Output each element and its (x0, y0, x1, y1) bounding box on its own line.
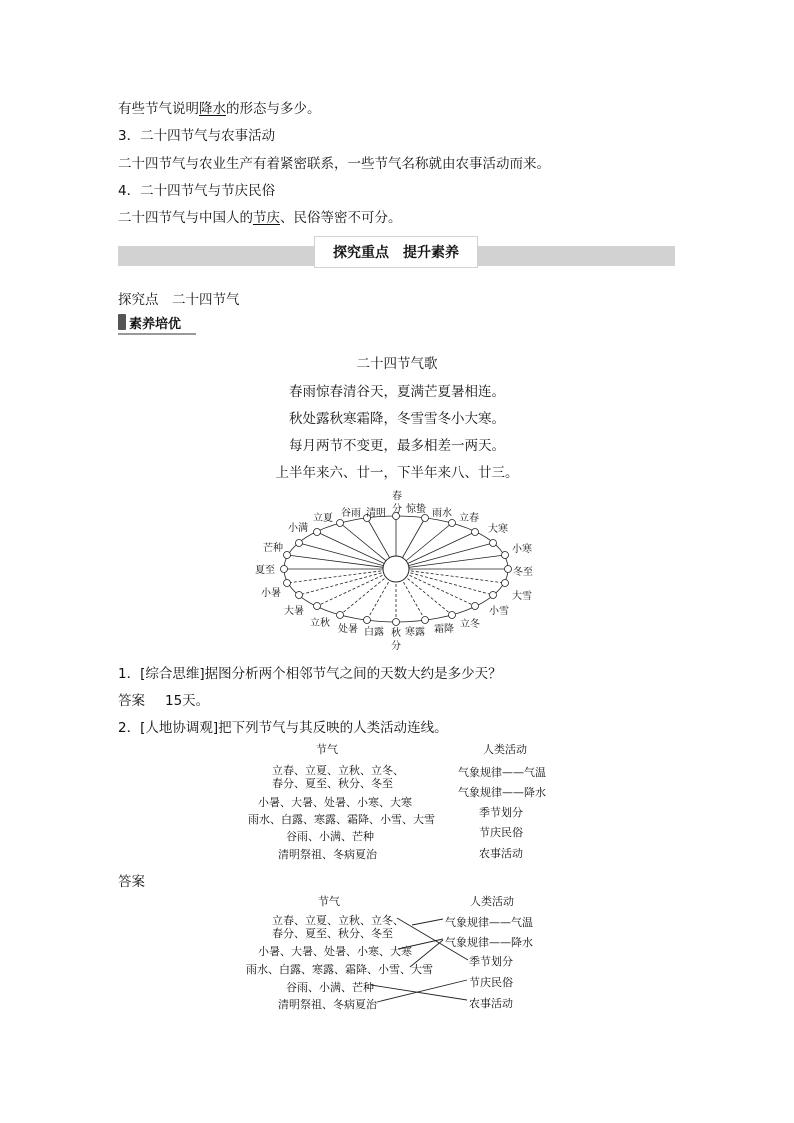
match-left-item: 小暑、大暑、处暑、小寒、大寒 (258, 796, 412, 809)
text-fragment: 的形态与多少。 (226, 101, 321, 117)
answer-label: 答案 (118, 693, 145, 709)
text-fragment: 有些节气说明 (118, 101, 199, 117)
match-right-item: 气象规律——气温 (458, 766, 546, 779)
banner-title: 探究重点 提升素养 (314, 236, 478, 268)
term-label: 立冬 (460, 619, 480, 630)
term-label: 大雪 (512, 591, 532, 602)
term-label: 白露 (364, 627, 384, 638)
answer-right-item: 气象规律——气温 (445, 916, 533, 929)
answer-right-item: 农事活动 (469, 997, 513, 1010)
term-label: 立春 (459, 513, 479, 524)
poem-line: 上半年来六、廿一，下半年来八、廿三。 (275, 465, 519, 481)
term-label: 小寒 (512, 544, 532, 555)
match-right-item: 节庆民俗 (479, 826, 523, 839)
term-label: 霜降 (434, 624, 454, 635)
term-label: 大寒 (488, 524, 508, 535)
poem-title: 二十四节气歌 (356, 356, 438, 372)
underlined-term: 节庆 (253, 210, 280, 226)
term-label: 谷雨 (341, 508, 361, 519)
term-label: 小雪 (489, 606, 509, 617)
term-label: 立夏 (313, 513, 333, 524)
match-right-item: 农事活动 (479, 847, 523, 860)
term-label: 分 (391, 641, 401, 652)
answer-left-item: 雨水、白露、寒露、霜降、小雪、大雪 (246, 963, 433, 976)
heading-4: 4．二十四节气与节庆民俗 (118, 183, 276, 199)
term-label: 立秋 (310, 618, 330, 629)
question-1: 1．[综合思维]据图分析两个相邻节气之间的天数大约是多少天？ (118, 666, 502, 682)
paragraph-3: 二十四节气与农业生产有着紧密联系，一些节气名称就由农事活动而来。 (118, 156, 550, 172)
term-label: 秋 (391, 628, 401, 639)
answer-left-header: 节气 (318, 895, 340, 908)
answer-right-item: 季节划分 (469, 955, 513, 968)
term-label: 春 (392, 491, 402, 502)
section-title: 探究点 二十四节气 (118, 292, 240, 308)
match-left-item: 清明祭祖、冬病夏治 (278, 848, 377, 861)
term-label: 冬至 (513, 567, 533, 578)
answer-left-item: 春分、夏至、秋分、冬至 (272, 927, 393, 940)
poem-line: 每月两节不变更，最多相差一两天。 (289, 438, 505, 454)
term-label: 大暑 (284, 606, 304, 617)
match-right-item: 季节划分 (479, 806, 523, 819)
match-right-item: 气象规律——降水 (458, 786, 546, 799)
term-label: 小满 (288, 523, 308, 534)
answer-value: 15天。 (165, 693, 210, 709)
match-left-item: 立春、立夏、立秋、立冬、 (272, 764, 404, 777)
match-left-item: 春分、夏至、秋分、冬至 (272, 777, 393, 790)
answer-left-item: 谷雨、小满、芒种 (286, 981, 374, 994)
match-left-item: 雨水、白露、寒露、霜降、小雪、大雪 (248, 813, 435, 826)
tag-label: 素养培优 (129, 316, 182, 332)
term-label: 清明 (366, 508, 386, 519)
term-label: 小暑 (261, 588, 281, 599)
answer-left-item: 立春、立夏、立秋、立冬、 (272, 914, 404, 927)
poem-line: 春雨惊春清谷天，夏满芒夏暑相连。 (289, 384, 505, 400)
text-fragment: 、民俗等密不可分。 (280, 210, 402, 226)
term-label: 夏至 (255, 565, 275, 576)
answer-left-item: 清明祭祖、冬病夏治 (278, 998, 377, 1011)
term-label: 雨水 (432, 508, 452, 519)
match-left-item: 谷雨、小满、芒种 (286, 830, 374, 843)
answer-left-item: 小暑、大暑、处暑、小寒、大寒 (258, 945, 412, 958)
match-left-header: 节气 (316, 743, 338, 756)
term-label: 处暑 (338, 624, 358, 635)
underlined-term: 降水 (199, 101, 226, 117)
text-fragment: 二十四节气与中国人的 (118, 210, 253, 226)
answer-right-header: 人类活动 (470, 895, 514, 908)
term-label: 芒种 (263, 543, 283, 554)
term-label: 分 (392, 504, 402, 515)
answer-right-item: 气象规律——降水 (445, 936, 533, 949)
heading-3: 3．二十四节气与农事活动 (118, 128, 276, 144)
answer-right-item: 节庆民俗 (469, 976, 513, 989)
question-2: 2．[人地协调观]把下列节气与其反映的人类活动连线。 (118, 720, 448, 736)
term-label: 惊蛰 (406, 504, 426, 515)
term-label: 寒露 (405, 627, 425, 638)
match-right-header: 人类活动 (483, 743, 527, 756)
poem-line: 秋处露秋寒霜降，冬雪雪冬小大寒。 (289, 411, 505, 427)
answer-2-label: 答案 (118, 874, 145, 890)
